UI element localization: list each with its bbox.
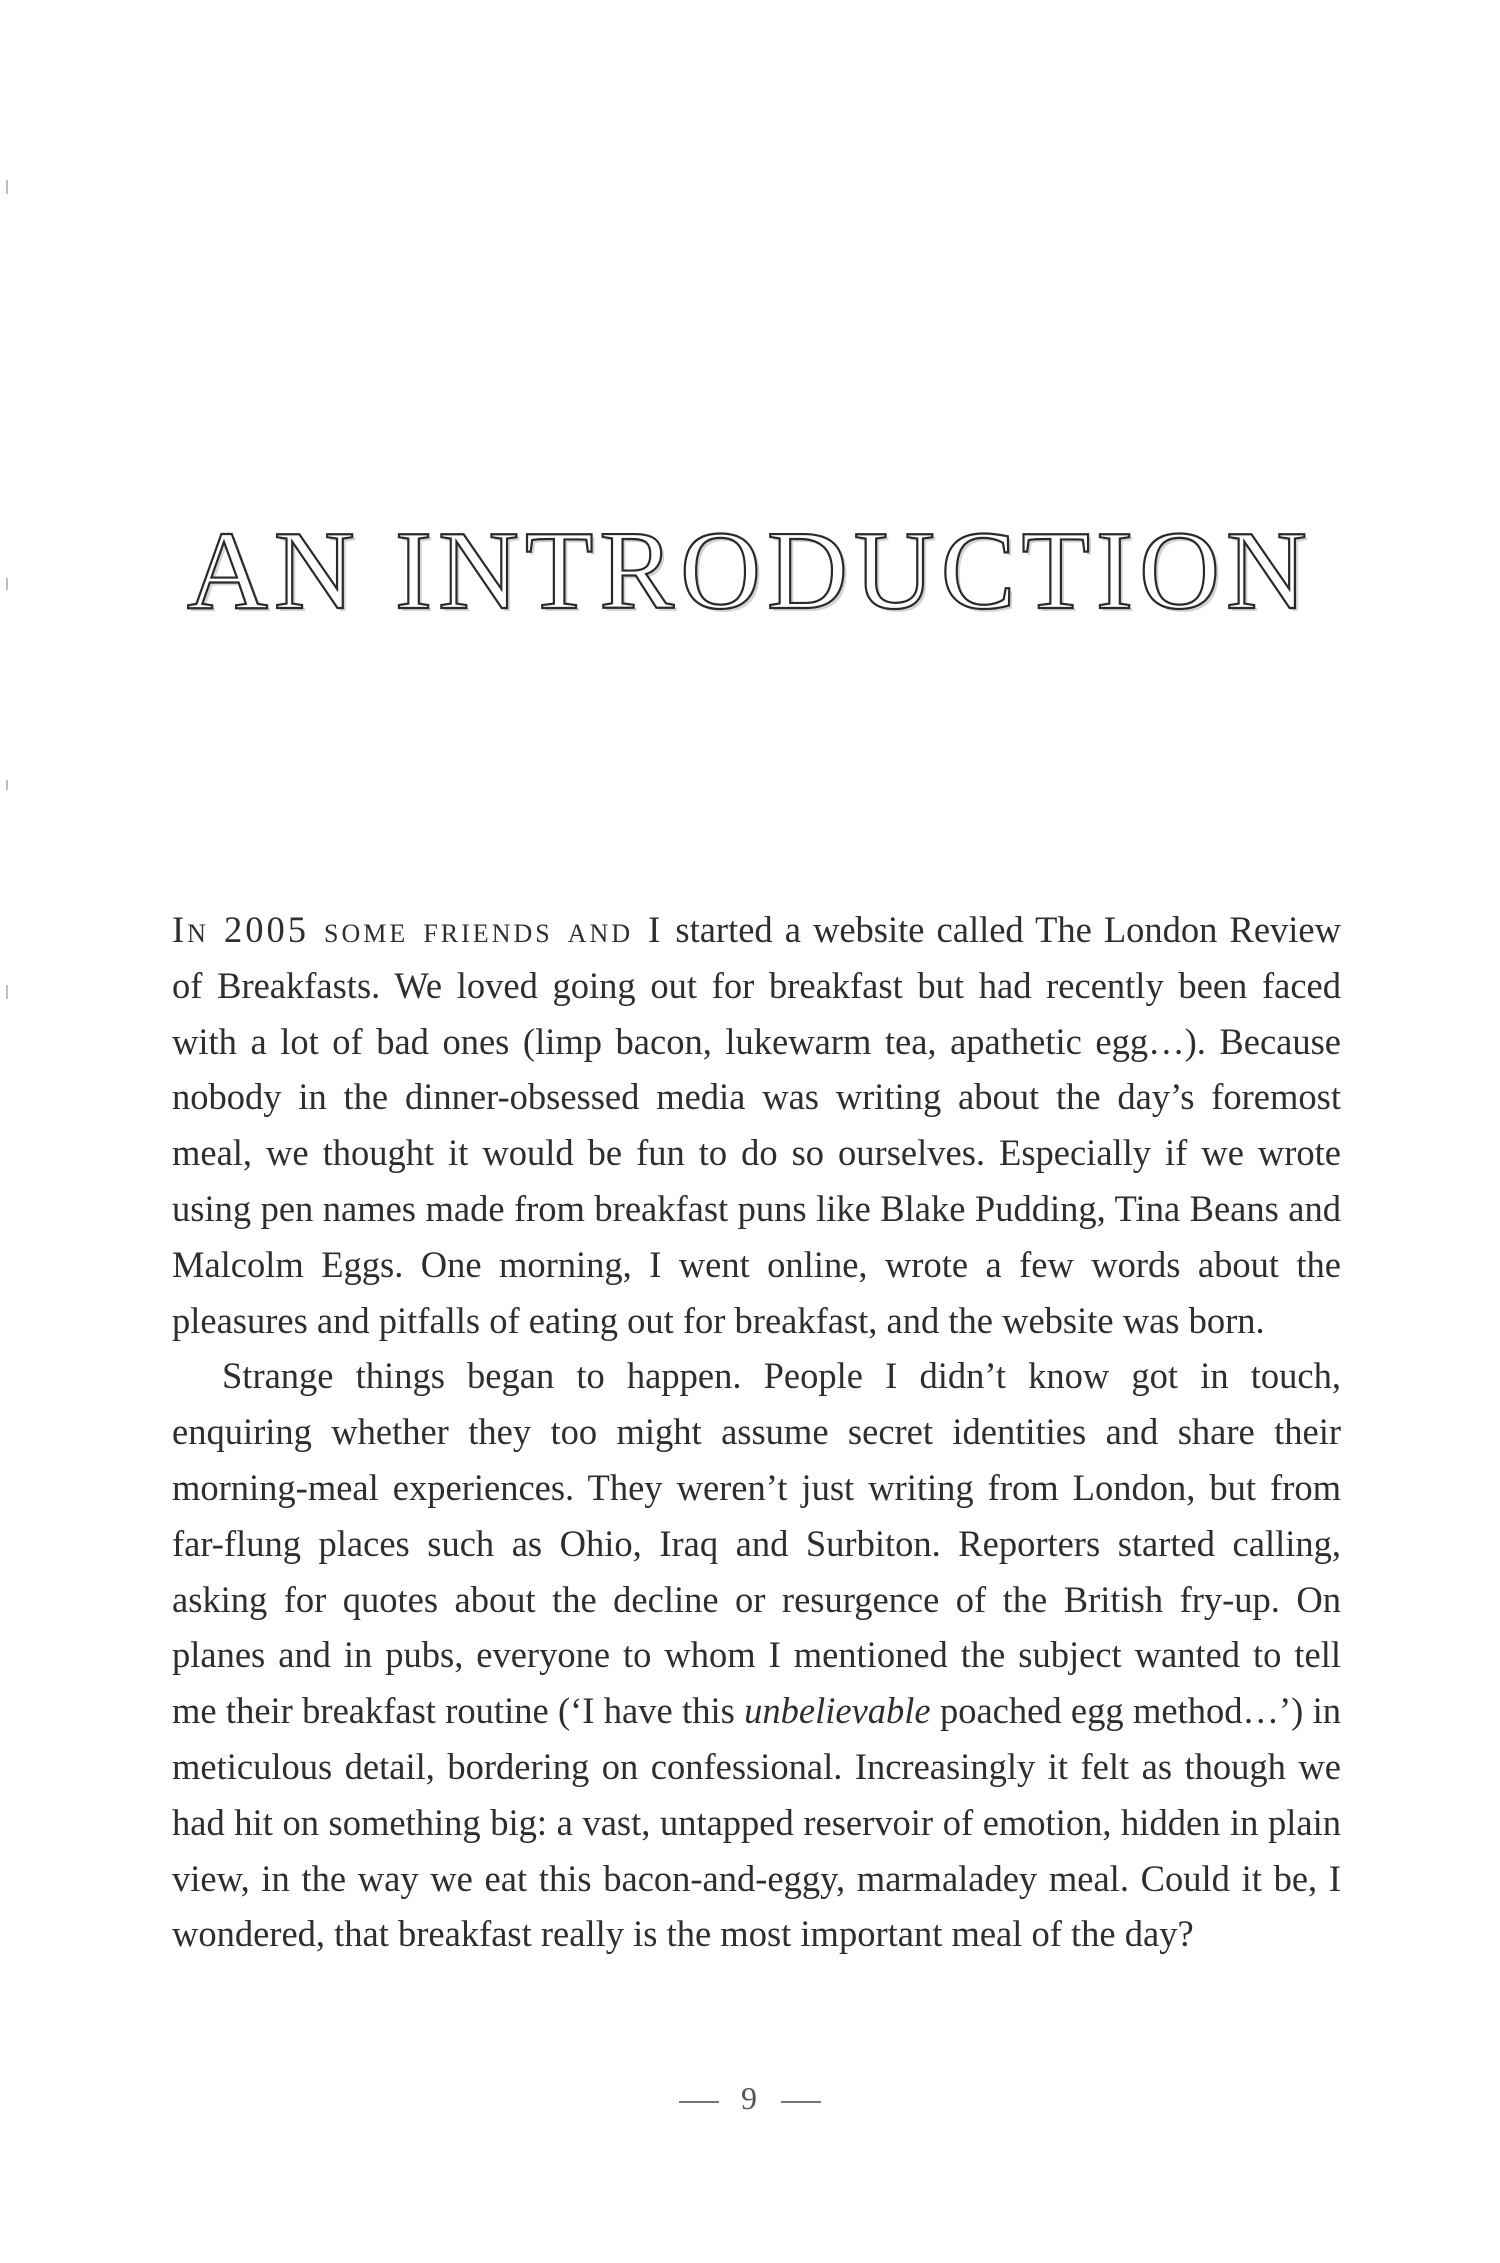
paragraph-2-text-a: Strange things began to happen. People I didn’t know got in touch, enquiring whether they too might assume secret identities and share their morning-meal experiences. They weren’t just writing from London, but from far-flung places such as Ohio, Iraq and Surbiton. Reporters started calling, asking for quotes about the decline or resurgence of the British fry-up. On planes and in pubs, everyone to whom I mentioned the subject wanted to tell me their breakfast routine (‘I have this bbox=[172, 1355, 1341, 1732]
folio-dash-left bbox=[679, 2101, 719, 2103]
folio-dash-right bbox=[781, 2101, 821, 2103]
chapter-title: AN INTRODUCTION bbox=[187, 509, 1313, 633]
paragraph-lead-in: In 2005 some friends and I bbox=[172, 909, 664, 950]
body-text bbox=[172, 902, 1341, 1962]
page-footer bbox=[0, 2080, 1500, 2117]
paragraph-2-text-b: poached egg method…’) in meticulous detail, bordering on confessional. Increasingly it felt as though we had hit on something big: a vast, untapped reservoir of emotion, hidden in plain view, in the way we eat this bacon-and-eggy, marmaladey meal. Could it be, I wondered, that breakfast really is the most important meal of the day? bbox=[172, 1690, 1341, 1955]
paragraph-1-text: started a website called The London Review of Breakfasts. We loved going out for breakfast but had recently been faced with a lot of bad ones (limp bacon, lukewarm tea, apathetic egg…). Because nobody in the dinner-obsessed media was writing about the day’s foremost meal, we thought it would be fun to do so ourselves. Especially if we wrote using pen names made from breakfast puns like Blake Pudding, Tina Beans and Malcolm Eggs. One morning, I went online, wrote a few words about the pleasures and pitfalls of eating out for breakfast, and the website was born. bbox=[172, 909, 1341, 1341]
page-number: 9 bbox=[741, 2080, 759, 2116]
italic-emphasis: unbelievable bbox=[744, 1690, 931, 1732]
scan-artifact bbox=[6, 180, 8, 194]
paragraph-2 bbox=[172, 1348, 1341, 1962]
scan-artifact bbox=[6, 985, 8, 999]
paragraph-1 bbox=[172, 902, 1341, 1348]
scan-artifact bbox=[6, 780, 8, 790]
